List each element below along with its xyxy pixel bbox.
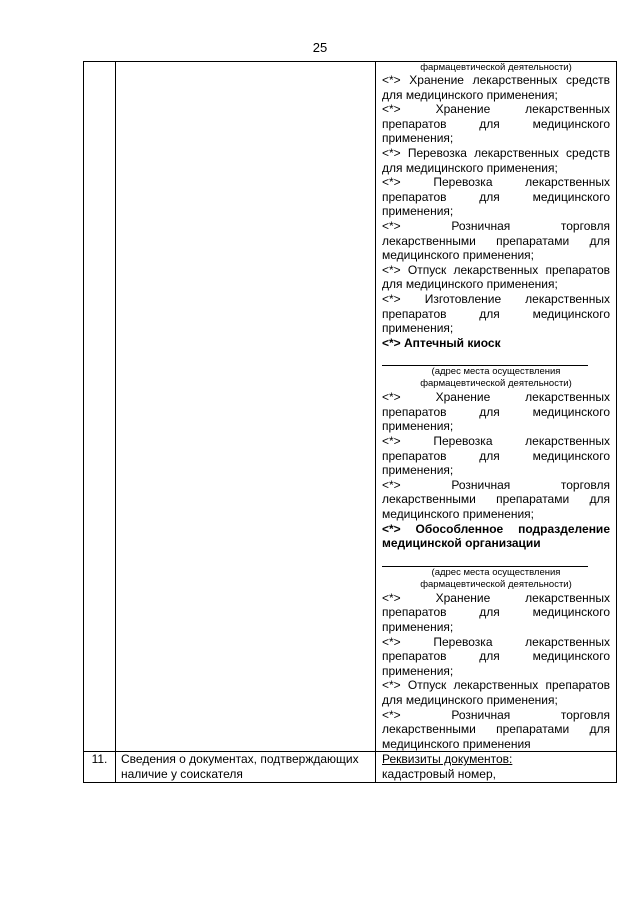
activity-list-pharmacy <box>382 73 610 336</box>
row-number: 11. <box>84 752 116 783</box>
activity-item: <*> Перевозка лекарственных препаратов для медицинского применения; <box>382 434 610 478</box>
row-description: Сведения о документах, подтверждающих наличие у соискателя <box>116 752 376 783</box>
address-caption: (адрес места осуществления <box>431 366 561 378</box>
details-cell <box>376 62 617 752</box>
activity-item: <*> Отпуск лекарственных препаратов для медицинского применения; <box>382 678 610 707</box>
page-number: 25 <box>312 40 328 55</box>
activity-item: <*> Розничная торговля лекарственными препаратами для медицинского применения; <box>382 477 610 522</box>
activity-item: <*> Хранение лекарственных средств для медицинского применения; <box>382 73 610 102</box>
activity-item: <*> Розничная торговля лекарственными препаратами для медицинского применения <box>382 707 610 751</box>
table-row <box>84 752 617 783</box>
activity-item: <*> Изготовление лекарственных препаратов для медицинского применения; <box>382 291 610 336</box>
address-caption: фармацевтической деятельности) <box>420 378 572 390</box>
kiosk-heading: <*> Аптечный киоск <box>382 335 501 350</box>
activity-item: <*> Перевозка лекарственных препаратов для медицинского применения; <box>382 175 610 219</box>
activity-item: <*> Хранение лекарственных препаратов для медицинского применения; <box>382 102 610 146</box>
subdivision-heading: <*> Обособленное подразделение медицинской организации <box>382 521 610 551</box>
activity-item: <*> Розничная торговля лекарственными препаратами для медицинского применения; <box>382 218 610 263</box>
activity-item: <*> Хранение лекарственных препаратов для медицинского применения; <box>382 390 610 434</box>
row-number-cell <box>84 62 116 752</box>
requisites-cell <box>376 752 617 783</box>
address-caption: фармацевтической деятельности) <box>420 578 572 590</box>
activity-item: <*> Перевозка лекарственных средств для медицинского применения; <box>382 145 610 175</box>
requisites-label: Реквизиты документов: <box>382 752 513 767</box>
table-row <box>84 62 617 752</box>
activity-list-kiosk <box>382 390 610 521</box>
address-caption: (адрес места осуществления <box>431 566 561 578</box>
document-table <box>83 61 617 783</box>
activity-list-subdivision <box>382 591 610 752</box>
address-caption: фармацевтической деятельности) <box>420 62 572 73</box>
description-cell <box>116 62 376 752</box>
requisites-value: кадастровый номер, <box>382 767 496 782</box>
activity-item: <*> Отпуск лекарственных препаратов для медицинского применения; <box>382 262 610 292</box>
activity-item: <*> Хранение лекарственных препаратов для медицинского применения; <box>382 590 610 634</box>
activity-item: <*> Перевозка лекарственных препаратов для медицинского применения; <box>382 634 610 678</box>
